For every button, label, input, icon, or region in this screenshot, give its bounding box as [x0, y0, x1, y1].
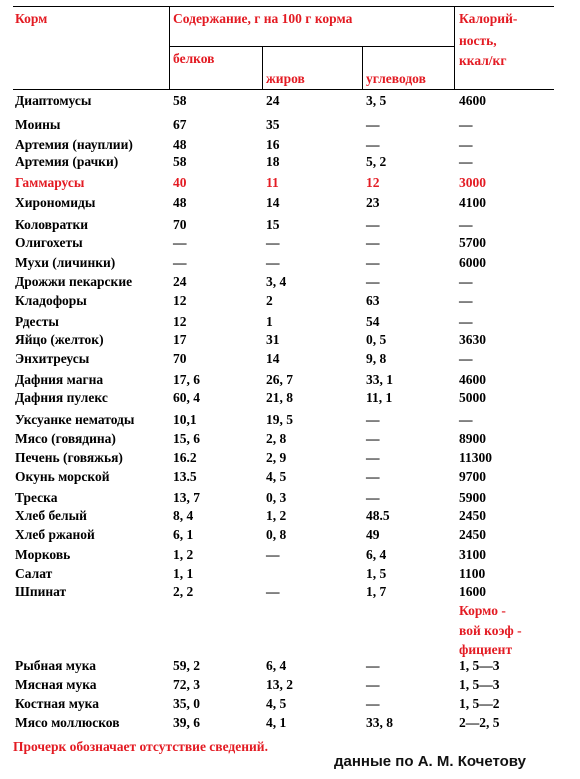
calorie-value: 2450: [459, 508, 486, 523]
carb-value: 5, 2: [366, 154, 387, 169]
protein-value: 8, 4: [173, 508, 194, 523]
calorie-value: —: [459, 217, 473, 232]
fat-value: —: [266, 547, 280, 562]
header-feed: Корм: [15, 11, 48, 26]
feed-name: Моины: [15, 117, 61, 132]
feed-name: Дафния магна: [15, 372, 104, 387]
feed-name: Энхитреусы: [15, 351, 90, 366]
fat-value: 31: [266, 332, 280, 347]
calorie-value: —: [459, 293, 473, 308]
calorie-value: 2—2, 5: [459, 715, 500, 730]
protein-value: 16.2: [173, 450, 197, 465]
protein-value: —: [173, 235, 187, 250]
protein-value: 40: [173, 175, 187, 190]
calorie-value: —: [459, 314, 473, 329]
fat-value: 1: [266, 314, 273, 329]
subheader-divider: [169, 46, 454, 47]
feed-name: Кладофоры: [15, 293, 87, 308]
fat-value: 14: [266, 351, 280, 366]
protein-value: 1, 2: [173, 547, 194, 562]
calorie-value: 6000: [459, 255, 486, 270]
protein-value: 39, 6: [173, 715, 200, 730]
carb-value: —: [366, 696, 380, 711]
protein-value: 58: [173, 154, 187, 169]
protein-value: 70: [173, 217, 187, 232]
carb-value: 54: [366, 314, 380, 329]
fat-value: 2, 8: [266, 431, 287, 446]
calorie-value: 4600: [459, 372, 486, 387]
col-divider-1: [169, 6, 170, 90]
fat-value: 24: [266, 93, 280, 108]
carb-value: 33, 1: [366, 372, 393, 387]
fat-value: 6, 4: [266, 658, 287, 673]
fat-value: 0, 3: [266, 490, 287, 505]
carb-value: 48.5: [366, 508, 390, 523]
header-content: Содержание, г на 100 г корма: [173, 11, 353, 26]
header-top-border: [13, 6, 554, 7]
carb-value: 1, 7: [366, 584, 387, 599]
feed-name: Шпинат: [15, 584, 67, 599]
footnote: Прочерк обозначает отсутствие сведений.: [13, 739, 268, 754]
feed-name: Мясо (говядина): [15, 431, 116, 446]
feed-name: Коловратки: [15, 217, 89, 232]
subheader-protein: белков: [173, 51, 215, 66]
carb-value: 33, 8: [366, 715, 393, 730]
fat-value: 4, 5: [266, 696, 287, 711]
feed-name: Мясная мука: [15, 677, 97, 692]
fat-value: 21, 8: [266, 390, 293, 405]
fat-value: —: [266, 584, 280, 599]
carb-value: 1, 5: [366, 566, 387, 581]
subheader-fat: жиров: [266, 71, 305, 86]
feed-name: Салат: [15, 566, 53, 581]
protein-value: 2, 2: [173, 584, 194, 599]
calorie-value: 5000: [459, 390, 486, 405]
data-source-credit: данные по А. М. Кочетову: [334, 753, 526, 770]
fat-value: 15: [266, 217, 280, 232]
protein-value: 13, 7: [173, 490, 200, 505]
protein-value: 48: [173, 137, 187, 152]
fat-value: 4, 5: [266, 469, 287, 484]
feed-name: Гаммарусы: [15, 175, 85, 190]
feed-name: Хирономиды: [15, 195, 96, 210]
protein-value: 12: [173, 293, 187, 308]
calorie-value: 1, 5—3: [459, 677, 500, 692]
protein-value: 17, 6: [173, 372, 200, 387]
feed-name: Печень (говяжья): [15, 450, 123, 465]
protein-value: 1, 1: [173, 566, 194, 581]
fat-value: 4, 1: [266, 715, 287, 730]
carb-value: 0, 5: [366, 332, 387, 347]
carb-value: 49: [366, 527, 380, 542]
coefficient-header-line1: Кормо -: [459, 603, 506, 618]
carb-value: —: [366, 412, 380, 427]
carb-value: 3, 5: [366, 93, 387, 108]
calorie-value: —: [459, 274, 473, 289]
feed-name: Яйцо (желток): [15, 332, 104, 347]
feed-name: Артемия (рачки): [15, 154, 119, 169]
feed-name: Мясо моллюсков: [15, 715, 120, 730]
protein-value: 59, 2: [173, 658, 200, 673]
calorie-value: 3000: [459, 175, 486, 190]
calorie-value: 4600: [459, 93, 486, 108]
col-divider-3: [362, 46, 363, 90]
feed-name: Треска: [15, 490, 58, 505]
fat-value: —: [266, 235, 280, 250]
feed-name: Уксуанке нематоды: [15, 412, 135, 427]
feed-name: Мухи (личинки): [15, 255, 116, 270]
fat-value: 26, 7: [266, 372, 293, 387]
calorie-value: —: [459, 137, 473, 152]
feed-name: Дафния пулекс: [15, 390, 108, 405]
col-divider-4: [454, 6, 455, 90]
fat-value: 0, 8: [266, 527, 287, 542]
protein-value: 17: [173, 332, 187, 347]
feed-name: Хлеб ржаной: [15, 527, 95, 542]
calorie-value: 3100: [459, 547, 486, 562]
carb-value: 9, 8: [366, 351, 387, 366]
fat-value: 2, 9: [266, 450, 287, 465]
calorie-value: —: [459, 412, 473, 427]
calorie-value: 1, 5—2: [459, 696, 500, 711]
protein-value: 6, 1: [173, 527, 194, 542]
fat-value: 3, 4: [266, 274, 287, 289]
feed-name: Дрожжи пекарские: [15, 274, 133, 289]
feed-name: Морковь: [15, 547, 71, 562]
carb-value: —: [366, 274, 380, 289]
fat-value: 18: [266, 154, 280, 169]
carb-value: —: [366, 677, 380, 692]
header-calorie-line3: ккал/кг: [459, 53, 507, 68]
feed-name: Окунь морской: [15, 469, 110, 484]
coefficient-header-line3: фициент: [459, 642, 513, 657]
calorie-value: 5700: [459, 235, 486, 250]
fat-value: 1, 2: [266, 508, 287, 523]
calorie-value: 1100: [459, 566, 486, 581]
protein-value: 67: [173, 117, 187, 132]
feed-name: Хлеб белый: [15, 508, 87, 523]
calorie-value: 8900: [459, 431, 486, 446]
calorie-value: 3630: [459, 332, 486, 347]
protein-value: —: [173, 255, 187, 270]
header-calorie-line2: ность,: [459, 33, 497, 48]
calorie-value: 4100: [459, 195, 486, 210]
fat-value: 19, 5: [266, 412, 293, 427]
carb-value: —: [366, 431, 380, 446]
protein-value: 70: [173, 351, 187, 366]
calorie-value: —: [459, 351, 473, 366]
carb-value: —: [366, 469, 380, 484]
carb-value: —: [366, 450, 380, 465]
fat-value: 16: [266, 137, 280, 152]
fat-value: 11: [266, 175, 279, 190]
feed-name: Артемия (науплии): [15, 137, 133, 152]
protein-value: 58: [173, 93, 187, 108]
feed-name: Рдесты: [15, 314, 59, 329]
feed-name: Олигохеты: [15, 235, 83, 250]
col-divider-2: [262, 46, 263, 90]
feed-name: Рыбная мука: [15, 658, 97, 673]
fat-value: —: [266, 255, 280, 270]
header-calorie-line1: Калорий-: [459, 11, 518, 26]
carb-value: 6, 4: [366, 547, 387, 562]
carb-value: —: [366, 117, 380, 132]
carb-value: 63: [366, 293, 380, 308]
protein-value: 15, 6: [173, 431, 200, 446]
carb-value: —: [366, 137, 380, 152]
calorie-value: 9700: [459, 469, 486, 484]
calorie-value: 1, 5—3: [459, 658, 500, 673]
protein-value: 60, 4: [173, 390, 200, 405]
carb-value: 11, 1: [366, 390, 393, 405]
feed-name: Диаптомусы: [15, 93, 92, 108]
fat-value: 35: [266, 117, 280, 132]
header-bottom-border: [13, 89, 554, 90]
protein-value: 10,1: [173, 412, 197, 427]
fat-value: 13, 2: [266, 677, 293, 692]
carb-value: —: [366, 255, 380, 270]
carb-value: 23: [366, 195, 380, 210]
subheader-carb: углеводов: [366, 71, 426, 86]
carb-value: —: [366, 658, 380, 673]
carb-value: —: [366, 217, 380, 232]
protein-value: 24: [173, 274, 187, 289]
carb-value: —: [366, 235, 380, 250]
protein-value: 13.5: [173, 469, 197, 484]
calorie-value: —: [459, 154, 473, 169]
calorie-value: 11300: [459, 450, 493, 465]
protein-value: 12: [173, 314, 187, 329]
calorie-value: 5900: [459, 490, 486, 505]
fat-value: 2: [266, 293, 273, 308]
calorie-value: —: [459, 117, 473, 132]
carb-value: 12: [366, 175, 380, 190]
fat-value: 14: [266, 195, 280, 210]
feed-name: Костная мука: [15, 696, 99, 711]
protein-value: 35, 0: [173, 696, 200, 711]
calorie-value: 2450: [459, 527, 486, 542]
calorie-value: 1600: [459, 584, 486, 599]
coefficient-header-line2: вой коэф -: [459, 623, 522, 638]
protein-value: 48: [173, 195, 187, 210]
protein-value: 72, 3: [173, 677, 200, 692]
carb-value: —: [366, 490, 380, 505]
